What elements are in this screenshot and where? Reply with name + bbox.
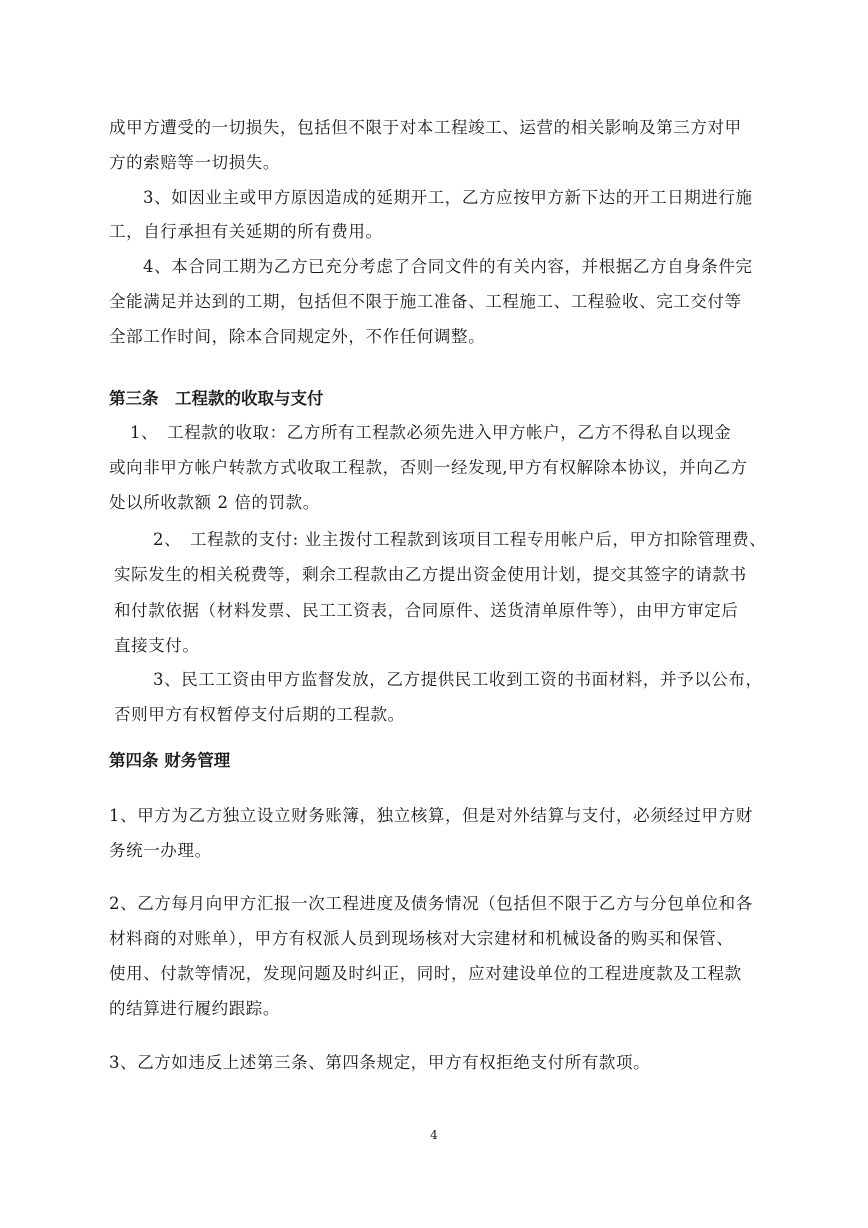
paragraph-line: 务统一办理。 xyxy=(109,841,212,860)
paragraph-line: 2、乙方每月向甲方汇报一次工程进度及债务情况（包括但不限于乙方与分包单位和各 xyxy=(109,894,753,913)
article-4-title: 第四条 财务管理 xyxy=(109,751,231,770)
paragraph-line: 3、如因业主或甲方原因造成的延期开工，乙方应按甲方新下达的开工日期进行施 xyxy=(143,188,753,207)
paragraph-line: 成甲方遭受的一切损失，包括但不限于对本工程竣工、运营的相关影响及第三方对甲 xyxy=(109,118,742,137)
paragraph-line: 全能满足并达到的工期，包括但不限于施工准备、工程施工、工程验收、完工交付等 xyxy=(109,292,742,311)
article-3-title: 第三条 工程款的收取与支付 xyxy=(109,389,324,408)
paragraph-line: 的结算进行履约跟踪。 xyxy=(109,999,280,1018)
paragraph-line: 方的索赔等一切损失。 xyxy=(109,153,280,172)
paragraph-line: 2、 工程款的支付: 业主拨付工程款到该项目工程专用帐户后，甲方扣除管理费、 xyxy=(153,530,767,549)
paragraph-line: 4、本合同工期为乙方已充分考虑了合同文件的有关内容，并根据乙方自身条件完 xyxy=(143,257,753,276)
paragraph-line: 使用、付款等情况，发现问题及时纠正，同时，应对建设单位的工程进度款及工程款 xyxy=(109,964,742,983)
paragraph-line: 3、乙方如违反上述第三条、第四条规定，甲方有权拒绝支付所有款项。 xyxy=(109,1053,651,1072)
paragraph-line: 1、甲方为乙方独立设立财务账簿，独立核算，但是对外结算与支付，必须经过甲方财 xyxy=(109,806,753,825)
paragraph-line: 全部工作时间，除本合同规定外，不作任何调整。 xyxy=(109,327,486,346)
paragraph-line: 直接支付。 xyxy=(114,636,200,655)
paragraph-line: 处以所收款额 2 倍的罚款。 xyxy=(109,493,320,512)
paragraph-line: 和付款依据（材料发票、民工工资表，合同原件、送货清单原件等），由甲方审定后 xyxy=(114,601,739,620)
paragraph-line: 3、民工工资由甲方监督发放，乙方提供民工收到工资的书面材料，并予以公布， xyxy=(153,670,763,689)
paragraph-line: 否则甲方有权暂停支付后期的工程款。 xyxy=(114,705,405,724)
paragraph-line: 工，自行承担有关延期的所有费用。 xyxy=(109,222,383,241)
page-number: 4 xyxy=(430,1128,438,1142)
paragraph-line: 或向非甲方帐户转款方式收取工程款，否则一经发现,甲方有权解除本协议，并向乙方 xyxy=(109,458,748,477)
paragraph-line: 1、 工程款的收取：乙方所有工程款必须先进入甲方帐户，乙方不得私自以现金 xyxy=(130,423,732,442)
paragraph-line: 实际发生的相关税费等，剩余工程款由乙方提出资金使用计划，提交其签字的请款书 xyxy=(114,565,747,584)
paragraph-line: 材料商的对账单），甲方有权派人员到现场核对大宗建材和机械设备的购买和保管、 xyxy=(109,929,734,948)
